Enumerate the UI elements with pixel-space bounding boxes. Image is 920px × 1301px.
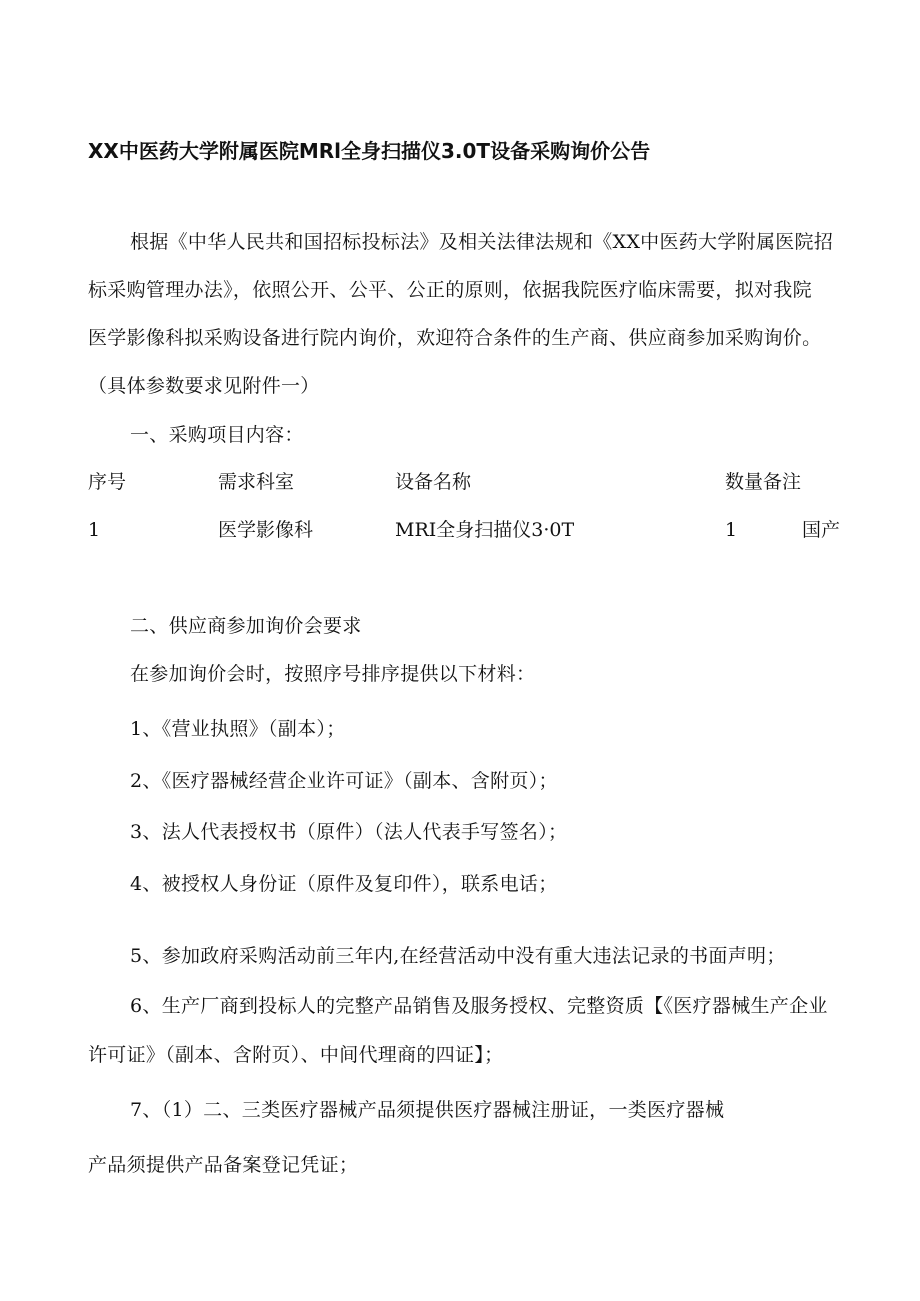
table-header-qty-note: 数量备注: [725, 471, 802, 493]
table-cell-qty: 1: [725, 519, 738, 541]
requirement-item-3: 3、法人代表授权书（原件）（法人代表手写签名）；: [130, 821, 568, 843]
requirement-item-2: 2、《医疗器械经营企业许可证》（副本、含附页）；: [130, 770, 558, 792]
requirement-item-4: 4、被授权人身份证（原件及复印件），联系电话；: [130, 873, 558, 895]
intro-line-1: 根据《中华人民共和国招标投标法》及相关法律法规和《XX中医药大学附属医院招: [130, 231, 834, 253]
requirement-item-1: 1、《营业执照》（副本）；: [130, 718, 346, 740]
table-cell-note: 国产: [802, 519, 841, 541]
intro-line-4: （具体参数要求见附件一）: [88, 375, 320, 397]
table-header-name: 设备名称: [395, 471, 472, 493]
section2-intro: 在参加询价会时，按照序号排序提供以下材料：: [130, 663, 536, 685]
table-header-seq: 序号: [88, 471, 127, 493]
table-header-dept: 需求科室: [218, 471, 295, 493]
requirement-item-6-line-1: 6、生产厂商到投标人的完整产品销售及服务授权、完整资质【《医疗器械生产企业: [130, 995, 828, 1017]
section2-heading: 二、供应商参加询价会要求: [130, 615, 362, 637]
requirement-item-7-line-2: 产品须提供产品备案登记凭证；: [88, 1154, 359, 1176]
intro-line-3: 医学影像科拟采购设备进行院内询价，欢迎符合条件的生产商、供应商参加采购询价。: [88, 327, 822, 349]
intro-line-2: 标采购管理办法》，依照公开、公平、公正的原则，依据我院医疗临床需要，拟对我院: [88, 279, 812, 301]
table-cell-name: MRI全身扫描仪3·0T: [395, 519, 575, 541]
table-cell-dept: 医学影像科: [218, 519, 314, 541]
requirement-item-7-line-1: 7、（1）二、三类医疗器械产品须提供医疗器械注册证，一类医疗器械: [130, 1099, 725, 1121]
table-cell-seq: 1: [88, 519, 101, 541]
section1-heading: 一、采购项目内容：: [130, 424, 304, 446]
page-title: XX中医药大学附属医院MRl全身扫描仪3.0T设备采购询价公告: [88, 139, 651, 163]
requirement-item-6-line-2: 许可证》（副本、含附页）、中间代理商的四证】；: [88, 1044, 504, 1066]
requirement-item-5: 5、参加政府采购活动前三年内,在经营活动中没有重大违法记录的书面声明；: [130, 945, 786, 967]
